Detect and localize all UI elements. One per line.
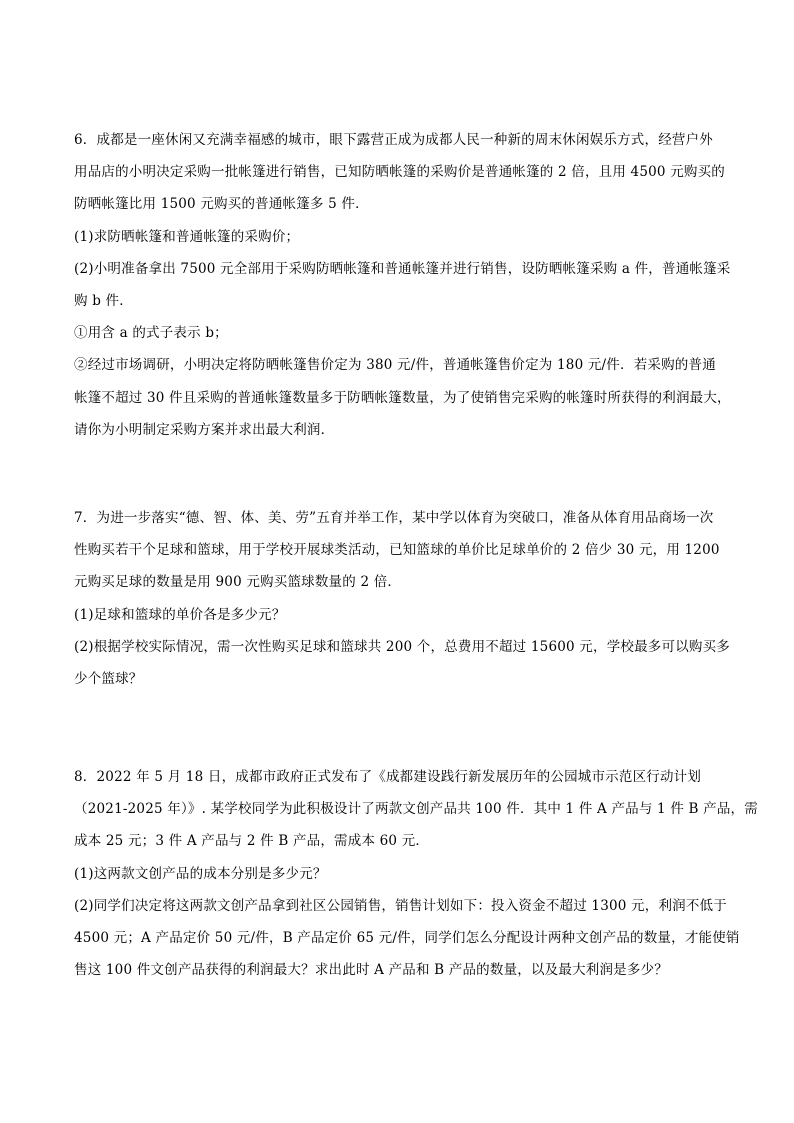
question-6 <box>0 130 794 452</box>
q7-line: 少个篮球？ <box>74 670 143 687</box>
q7-line: 7．为进一步落实“德、智、体、美、劳”五育并举工作，某中学以体育为突破口，准备从体育用品商场一次 <box>74 510 714 526</box>
q6-part-1: (1)求防晒帐篷和普通帐篷的采购价； <box>74 228 300 245</box>
q8-line: 成本 25 元；3 件 A 产品与 2 件 B 产品，需成本 60 元． <box>74 833 430 850</box>
q6-line: 帐篷不超过 30 件且采购的普通帐篷数量多于防晒帐篷数量，为了使销售完采购的帐篷时所获得的利润最大， <box>74 389 731 406</box>
q6-subpart-2: ②经过市场调研，小明决定将防晒帐篷售价定为 380 元/件，普通帐篷售价定为 180 元/件．若采购的普通 <box>74 357 716 374</box>
q6-line: 请你为小明制定采购方案并求出最大利润． <box>74 421 335 438</box>
q8-line: 4500 元；A 产品定价 50 元/件，B 产品定价 65 元/件，同学们怎么分配设计两种文创产品的数量，才能使销 <box>74 929 740 946</box>
question-7 <box>0 508 794 701</box>
q6-subpart-1: ①用含 a 的式子表示 b； <box>74 325 228 342</box>
q7-line: 性购买若干个足球和篮球，用于学校开展球类活动，已知篮球的单价比足球单价的 2 倍少 30 元，用 1200 <box>74 542 720 559</box>
q6-line: 购 b 件． <box>74 292 133 309</box>
q6-part-2: (2)小明准备拿出 7500 元全部用于采购防晒帐篷和普通帐篷并进行销售，设防晒帐篷采购 a 件，普通帐篷采 <box>74 260 731 277</box>
q7-part-1: (1)足球和篮球的单价各是多少元？ <box>74 606 286 623</box>
q8-line: 8．2022 年 5 月 18 日，成都市政府正式发布了《成都建设践行新发展历年的公园城市示范区行动计划 <box>74 769 702 785</box>
q6-line: 防晒帐篷比用 1500 元购买的普通帐篷多 5 件． <box>74 196 369 213</box>
q8-line: （2021-2025 年）》. 某学校同学为此积极设计了两款文创产品共 100 件．其中 1 件 A 产品与 1 件 B 产品，需 <box>74 801 758 818</box>
q7-line: 元购买足球的数量是用 900 元购买篮球数量的 2 倍． <box>74 574 402 591</box>
q7-part-2: (2)根据学校实际情况，需一次性购买足球和篮球共 200 个，总费用不超过 15600 元，学校最多可以购买多 <box>74 638 730 655</box>
q8-line: 售这 100 件文创产品获得的利润最大？求出此时 A 产品和 B 产品的数量，以及最大利润是多少？ <box>74 962 668 979</box>
q8-part-1: (1)这两款文创产品的成本分别是多少元？ <box>74 865 327 882</box>
q6-line: 6．成都是一座休闲又充满幸福感的城市，眼下露营正成为成都人民一种新的周末休闲娱乐方式，经营户外 <box>74 132 713 148</box>
question-8 <box>0 767 794 992</box>
q6-line: 用品店的小明决定采购一批帐篷进行销售，已知防晒帐篷的采购价是普通帐篷的 2 倍，且用 4500 元购买的 <box>74 164 726 181</box>
q8-part-2: (2)同学们决定将这两款文创产品拿到社区公园销售，销售计划如下：投入资金不超过 1300 元，利润不低于 <box>74 897 727 914</box>
